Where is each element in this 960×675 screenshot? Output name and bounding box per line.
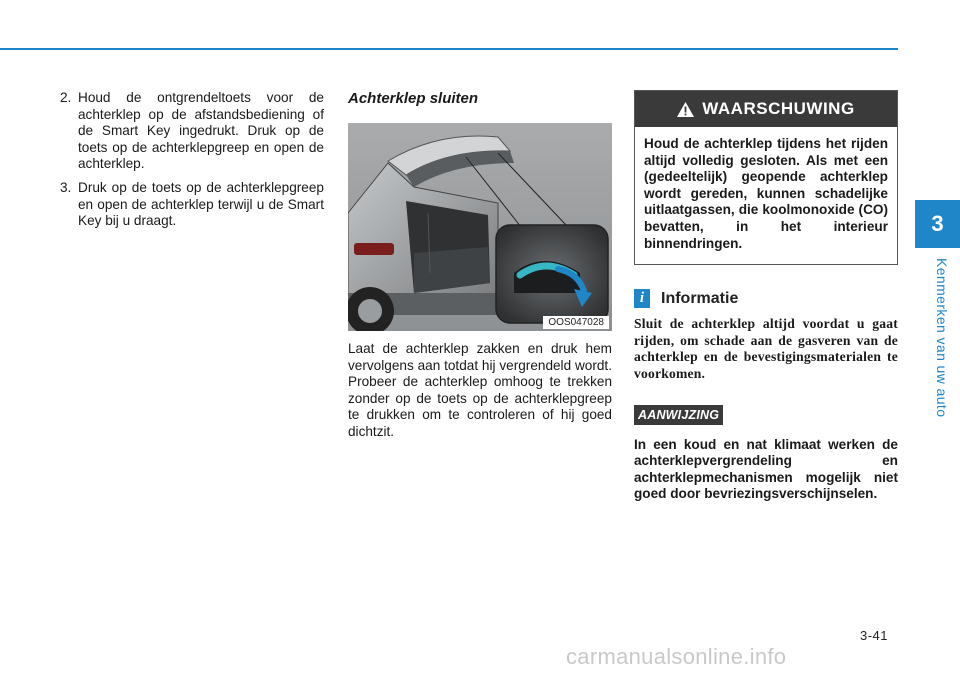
list-item [60,180,324,230]
step-text: Druk op de toets op de achterklepgreep en open de achterklep terwijl u de Smart Key bij u draagt. [78,179,324,229]
page-number: 3-41 [860,628,889,643]
tailgate-illustration [348,123,612,331]
list-item [60,90,324,173]
steps-list [60,90,324,230]
section-title: Achterklep sluiten [348,90,479,107]
warning-triangle-icon [677,102,694,117]
column-closing [348,90,612,441]
chapter-title: Kenmerken van uw auto [934,258,950,418]
figure-tailgate [348,123,612,331]
info-text: Sluit de achterklep altijd voordat u gaat rijden, om schade aan de gasveren van de achterklep en de bevestigingsmaterialen te voorkomen. [634,316,898,381]
watermark: carmanualsonline.info [566,644,787,669]
info-header [634,289,898,308]
info-title: Informatie [661,289,739,307]
figure-code: OOS047028 [543,316,609,329]
chapter-tab: 3 [915,200,960,248]
warning-header [635,91,897,127]
warning-title: WAARSCHUWING [702,99,855,118]
note-text: In een koud en nat klimaat werken de achterklepvergrendeling en achterklepmechanismen mogelijk niet goed door bevriezingsverschijnselen. [634,436,898,502]
step-number: 2. [60,90,72,105]
warning-text: Houd de achterklep tijdens het rijden altijd volledig gesloten. Als met een (gedeeltelijk) geopende achterklep wordt gereden, kunnen schadelijke uitlaatgassen, die koolmonoxide (CO) bevatten, in het interieur binnendringen. [644,136,888,251]
column-notices [634,90,898,503]
header-rule [0,48,898,50]
note-label: AANWIJZING [634,405,723,425]
section-body: Laat de achterklep zakken en druk hem vervolgens aan totdat hij vergrendeld wordt. Probeer de achterklep omhoog te trekken zonder op de toets op de achterklepgreep te drukken om te controleren of hij goed dichtzit. [348,341,612,439]
step-number: 3. [60,179,72,195]
column-steps [60,90,324,237]
info-icon: i [634,289,650,308]
step-text: Houd de ontgrendeltoets voor de achterklep op de afstandsbediening of de Smart Key ingedrukt. Druk op de toets op de achterklepgreep en open de achterklep. [78,90,324,172]
warning-box [634,90,898,265]
